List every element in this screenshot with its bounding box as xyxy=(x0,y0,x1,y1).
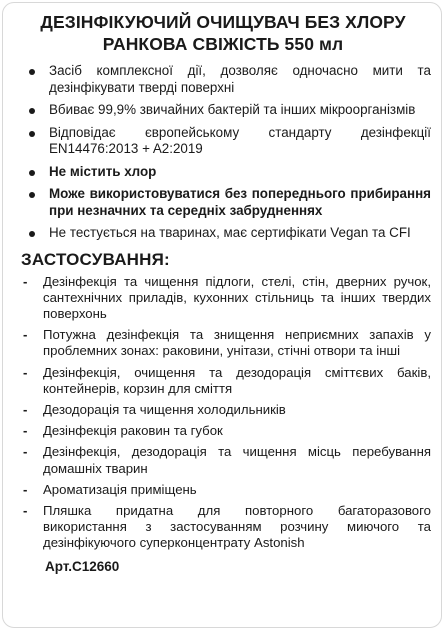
use-text: Ароматизація приміщень xyxy=(43,481,197,497)
use-text: Дезінфекція та чищення підлоги, стелі, стін, дверних ручок, сантехнічних приладів, кухонних стільниць та інших твердих поверхонь xyxy=(43,273,431,321)
benefit-text: Не містить хлор xyxy=(49,163,157,179)
uses-list xyxy=(15,274,431,552)
use-item xyxy=(15,423,431,439)
benefit-text: Вбиває 99,9% звичайних бактерій та інших мікроорганізмів xyxy=(49,102,416,117)
bullet-icon xyxy=(29,131,35,137)
bullet-icon xyxy=(29,231,35,237)
benefit-text: Може використовуватися без попереднього прибирання при незначних та середніх забрудненнях xyxy=(49,186,431,218)
use-item xyxy=(15,503,431,552)
dash-icon: - xyxy=(23,401,28,417)
benefit-text: Засіб комплексної дії, дозволяє одночасно мити та дезінфікувати тверді поверхні xyxy=(49,63,431,95)
use-text: Потужна дезінфекція та знищення неприємних запахів у проблемних зонах: раковини, унітази, стічні отвори та інші xyxy=(43,327,431,359)
use-item xyxy=(15,327,431,359)
dash-icon: - xyxy=(23,444,28,460)
dash-icon: - xyxy=(23,327,28,343)
benefits-list xyxy=(15,63,431,242)
product-title xyxy=(15,11,431,55)
benefit-item xyxy=(15,102,431,119)
product-label xyxy=(2,2,442,628)
benefit-item xyxy=(15,186,431,219)
title-line-1: ДЕЗІНФІКУЮЧИЙ ОЧИЩУВАЧ БЕЗ ХЛОРУ xyxy=(40,12,406,32)
bullet-icon xyxy=(29,170,35,176)
use-item xyxy=(15,402,431,418)
use-text: Дезінфекція, очищення та дезодорація сміттєвих баків, контейнерів, корзин для сміття xyxy=(43,364,431,396)
dash-icon: - xyxy=(23,423,28,439)
benefit-text: Відповідає європейському стандарту дезінфекції EN14476:2013 + A2:2019 xyxy=(49,124,431,156)
use-text: Пляшка придатна для повторного багаторазового використання з застосуванням розчину миючого та дезінфікуючого суперконцентрату Astonish xyxy=(43,502,431,551)
article-number: Арт.С12660 xyxy=(45,558,120,574)
title-line-2: РАНКОВА СВІЖІСТЬ 550 мл xyxy=(102,34,344,54)
dash-icon: - xyxy=(23,273,28,289)
use-item xyxy=(15,444,431,476)
uses-heading: ЗАСТОСУВАННЯ: xyxy=(21,249,170,269)
bullet-icon xyxy=(29,108,35,114)
benefit-item xyxy=(15,164,431,181)
bullet-icon xyxy=(29,192,35,198)
bullet-icon xyxy=(29,69,35,75)
benefit-text: Не тестується на тваринах, має сертифікати Vegan та CFI xyxy=(49,225,411,240)
dash-icon: - xyxy=(23,502,28,518)
use-text: Дезінфекція, дезодорація та чищення місць перебування домашніх тварин xyxy=(43,444,431,476)
dash-icon: - xyxy=(23,481,28,497)
use-item xyxy=(15,365,431,397)
benefit-item xyxy=(15,125,431,158)
benefit-item xyxy=(15,63,431,96)
use-text: Дезодорація та чищення холодильників xyxy=(43,401,286,417)
dash-icon: - xyxy=(23,364,28,380)
benefit-item xyxy=(15,225,431,242)
use-item xyxy=(15,274,431,323)
use-text: Дезінфекція раковин та губок xyxy=(43,423,223,439)
use-item xyxy=(15,482,431,498)
